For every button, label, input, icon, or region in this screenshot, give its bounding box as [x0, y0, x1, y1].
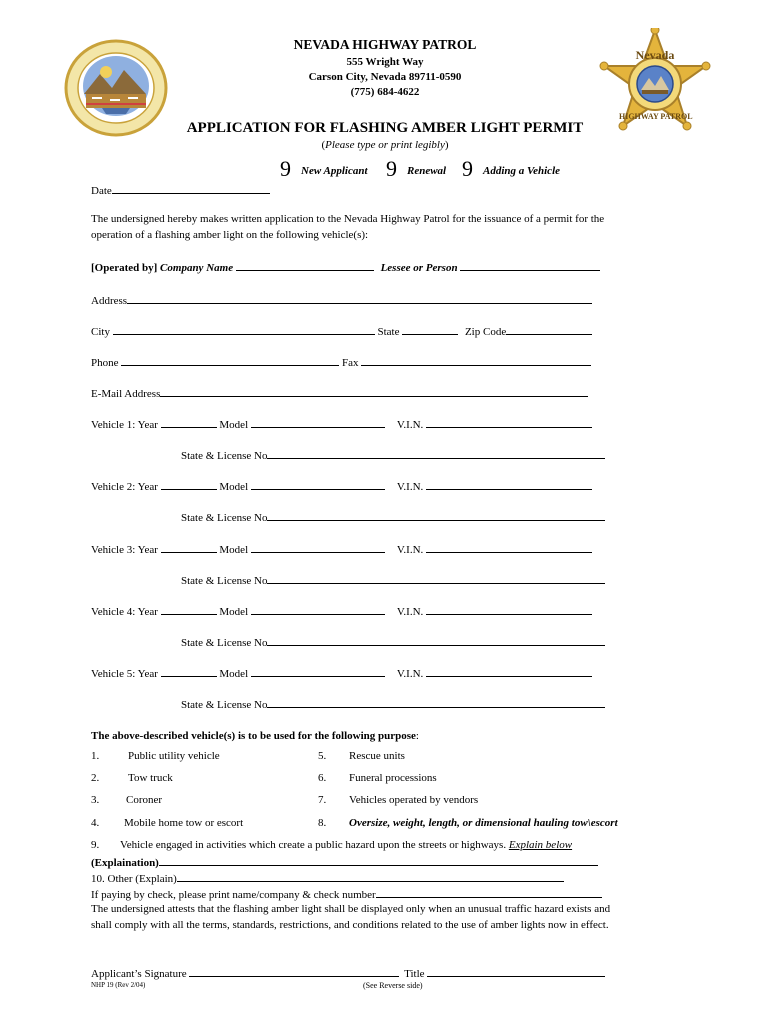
operated-by-label: [Operated by]: [91, 262, 158, 274]
intro-line-1: The undersigned hereby makes written application to the Nevada Highway Patrol for the issuance of a permit for the: [91, 213, 605, 225]
purpose-text: Mobile home tow or escort: [124, 817, 244, 829]
company-name-field[interactable]: [236, 260, 374, 271]
purpose-item[interactable]: [318, 794, 479, 806]
agency-city: Carson City, Nevada 89711-0590: [308, 71, 462, 83]
vehicle-license-row: [181, 635, 605, 649]
purpose-number: 2.: [91, 772, 100, 784]
purpose-item[interactable]: [91, 750, 220, 762]
purpose-item[interactable]: [91, 794, 163, 806]
vehicle-year-label: Vehicle 1: Year: [91, 419, 158, 431]
explaination-label: (Explaination): [91, 857, 159, 869]
vehicle-model-field[interactable]: [251, 417, 385, 428]
attest-line-2: shall comply with all the terms, standards, restrictions, and conditions related to the use of amber lights now in effect.: [91, 919, 609, 931]
purpose-item[interactable]: [91, 817, 244, 829]
signature-label: Applicant’s Signature: [91, 968, 187, 980]
purpose-item[interactable]: [318, 817, 618, 829]
checkbox-renewal[interactable]: [386, 156, 446, 182]
vehicle-row: [91, 479, 592, 493]
vehicle-vin-field[interactable]: [426, 604, 592, 615]
vehicle-vin-label: V.I.N.: [396, 606, 424, 618]
vehicle-row: [91, 666, 592, 680]
vehicle-model-field[interactable]: [251, 542, 385, 553]
vehicle-license-row: [181, 510, 605, 524]
phone-label: Phone: [91, 357, 119, 369]
purpose-item-9[interactable]: [91, 839, 572, 851]
purpose-heading: [91, 730, 419, 742]
fax-field[interactable]: [361, 355, 591, 366]
address-row: [91, 293, 592, 307]
vehicle-vin-label: V.I.N.: [396, 419, 424, 431]
address-label: Address: [91, 295, 128, 307]
vehicle-year-label: Vehicle 5: Year: [91, 668, 158, 680]
purpose-text: Oversize, weight, length, or dimensional hauling tow\escort: [349, 817, 618, 829]
date-row: [91, 183, 270, 197]
vehicle-vin-field[interactable]: [426, 542, 592, 553]
company-name-label: Company Name: [160, 262, 234, 274]
vehicle-license-field[interactable]: [267, 697, 605, 708]
vehicle-year-field[interactable]: [161, 417, 217, 428]
purpose-number: 8.: [318, 817, 327, 829]
explaination-row: [91, 855, 598, 869]
checkbox-glyph: 9: [386, 156, 397, 181]
purpose-number: 1.: [91, 750, 100, 762]
other-field[interactable]: [177, 871, 564, 882]
purpose-text: Coroner: [126, 794, 163, 806]
purpose-text: Vehicles operated by vendors: [349, 794, 479, 806]
purpose-text: Tow truck: [128, 772, 173, 784]
intro-line-2: operation of a flashing amber light on the following vehicle(s):: [91, 229, 369, 241]
purpose-text: Vehicle engaged in activities which create a public hazard upon the streets or highways.: [120, 839, 507, 851]
vehicle-license-row: [181, 573, 605, 587]
checkbox-label: Adding a Vehicle: [483, 165, 561, 177]
vehicle-vin-field[interactable]: [426, 417, 592, 428]
instruction-open-paren: (: [321, 139, 326, 151]
explain-below-link[interactable]: Explain below: [508, 839, 573, 851]
vehicle-license-label: State & License No: [181, 450, 268, 462]
purpose-number: 4.: [91, 817, 100, 829]
vehicle-license-field[interactable]: [267, 448, 605, 459]
date-label: Date: [91, 185, 112, 197]
state-field[interactable]: [402, 324, 458, 335]
vehicle-row: [91, 604, 592, 618]
vehicle-year-label: Vehicle 2: Year: [91, 481, 158, 493]
purpose-text: Rescue units: [349, 750, 405, 762]
city-label: City: [91, 326, 110, 338]
date-field[interactable]: [112, 183, 270, 194]
vehicle-vin-field[interactable]: [426, 666, 592, 677]
vehicle-license-field[interactable]: [267, 635, 605, 646]
form-title: APPLICATION FOR FLASHING AMBER LIGHT PERMIT: [186, 120, 584, 136]
title-field[interactable]: [427, 966, 605, 977]
other-label: 10. Other (Explain): [91, 873, 177, 885]
phone-row: [91, 355, 591, 369]
vehicle-model-label: Model: [219, 481, 249, 493]
vehicle-license-field[interactable]: [267, 573, 605, 584]
purpose-heading-colon: :: [415, 730, 419, 742]
form-instruction: [200, 139, 570, 151]
signature-row: [91, 966, 605, 980]
vehicle-model-label: Model: [219, 419, 249, 431]
city-field[interactable]: [113, 324, 375, 335]
agency-name: NEVADA HIGHWAY PATROL: [293, 37, 477, 52]
vehicle-year-field[interactable]: [161, 604, 217, 615]
lessee-label: Lessee or Person: [380, 262, 458, 274]
vehicle-model-label: Model: [219, 544, 249, 556]
city-row: [91, 324, 592, 338]
check-payer-row: [91, 887, 602, 901]
purpose-text: Funeral processions: [349, 772, 437, 784]
vehicle-model-field[interactable]: [251, 666, 385, 677]
vehicle-year-field[interactable]: [161, 479, 217, 490]
zip-field[interactable]: [506, 324, 592, 335]
vehicle-license-field[interactable]: [267, 510, 605, 521]
purpose-number: 9.: [91, 839, 100, 851]
purpose-number: 5.: [318, 750, 327, 762]
agency-phone: (775) 684-4622: [350, 86, 420, 98]
purpose-number: 7.: [318, 794, 327, 806]
checkbox-new-applicant[interactable]: [280, 156, 368, 182]
vehicle-license-label: State & License No: [181, 699, 268, 711]
vehicle-row: [91, 542, 592, 556]
vehicle-model-field[interactable]: [251, 479, 385, 490]
see-reverse-note: (See Reverse side): [363, 981, 423, 990]
agency-street: 555 Wright Way: [346, 56, 424, 68]
badge-top-text: Nevada: [635, 48, 675, 62]
check-payer-field[interactable]: [376, 887, 602, 898]
checkbox-glyph: 9: [462, 156, 473, 181]
zip-label: Zip Code: [464, 326, 507, 338]
vehicle-year-field[interactable]: [161, 666, 217, 677]
purpose-number: 6.: [318, 772, 327, 784]
vehicle-vin-label: V.I.N.: [396, 481, 424, 493]
vehicle-model-label: Model: [219, 668, 249, 680]
purpose-text: Public utility vehicle: [128, 750, 220, 762]
checkbox-label: Renewal: [407, 165, 447, 177]
phone-field[interactable]: [121, 355, 339, 366]
check-payer-label: If paying by check, please print name/company & check number: [91, 889, 376, 901]
vehicle-license-label: State & License No: [181, 575, 268, 587]
operated-by-row: [91, 260, 600, 274]
form-number: NHP 19 (Rev 2/04): [91, 981, 146, 989]
vehicle-year-label: Vehicle 4: Year: [91, 606, 158, 618]
state-label: State: [377, 326, 400, 338]
vehicle-license-row: [181, 697, 605, 711]
lessee-field[interactable]: [460, 260, 600, 271]
fax-label: Fax: [342, 357, 359, 369]
signature-field[interactable]: [189, 966, 399, 977]
checkbox-adding-vehicle[interactable]: [462, 156, 560, 182]
attest-line-1: The undersigned attests that the flashing amber light shall be displayed only when an unusual traffic hazard exists and: [91, 903, 611, 915]
vehicle-model-label: Model: [219, 606, 249, 618]
address-field[interactable]: [127, 293, 592, 304]
title-label: Title: [404, 968, 425, 980]
checkbox-label: New Applicant: [301, 165, 368, 177]
vehicle-row: [91, 417, 592, 431]
instruction-close-paren: ): [444, 139, 449, 151]
badge-bottom-text: HIGHWAY PATROL: [619, 112, 693, 121]
vehicle-license-label: State & License No: [181, 637, 268, 649]
explaination-field[interactable]: [159, 855, 598, 866]
vehicle-vin-label: V.I.N.: [396, 668, 424, 680]
email-label: E-Mail Address: [91, 388, 161, 400]
instruction-text: Please type or print legibly: [325, 139, 445, 151]
vehicle-license-row: [181, 448, 605, 462]
purpose-heading-text: The above-described vehicle(s) is to be used for the following purpose: [91, 730, 416, 742]
checkbox-glyph: 9: [280, 156, 291, 181]
vehicle-year-field[interactable]: [161, 542, 217, 553]
purpose-item[interactable]: [318, 750, 405, 762]
email-field[interactable]: [160, 386, 588, 397]
vehicle-vin-label: V.I.N.: [396, 544, 424, 556]
vehicle-license-label: State & License No: [181, 512, 268, 524]
purpose-item[interactable]: [91, 772, 173, 784]
vehicle-vin-field[interactable]: [426, 479, 592, 490]
purpose-item[interactable]: [318, 772, 437, 784]
purpose-number: 3.: [91, 794, 100, 806]
vehicle-year-label: Vehicle 3: Year: [91, 544, 158, 556]
other-row: [91, 871, 564, 885]
email-row: [91, 386, 588, 400]
vehicle-model-field[interactable]: [251, 604, 385, 615]
